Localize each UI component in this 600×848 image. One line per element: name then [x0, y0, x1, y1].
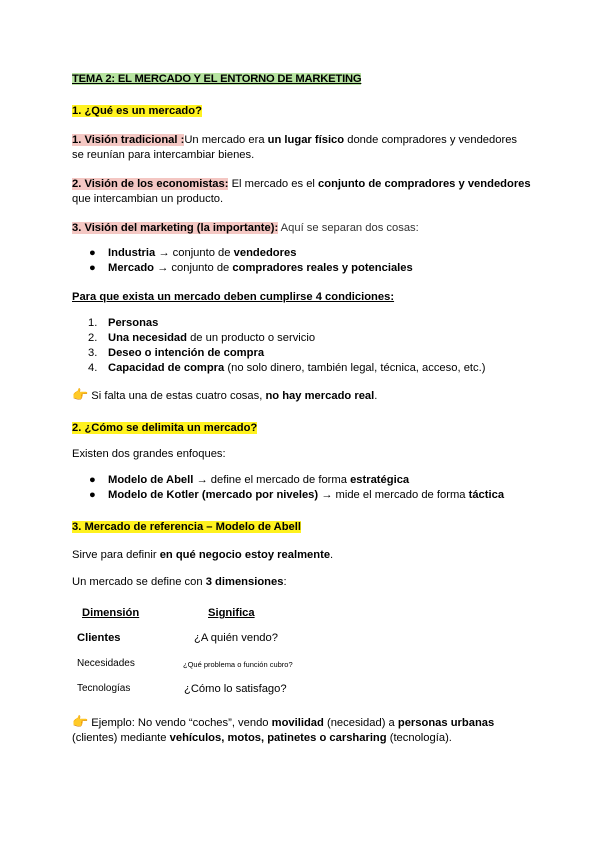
list-item: 1. Personas [88, 317, 159, 329]
pointing-hand-icon: 👉 [72, 714, 89, 729]
list-item: 2. Una necesidad de un producto o servicio [88, 332, 316, 344]
dimensions-paragraph: Un mercado se define con 3 dimensiones: [72, 576, 287, 588]
business-definition-paragraph: Sirve para definir en qué negocio estoy realmente. [72, 549, 334, 561]
pointing-hand-icon: 👉 [72, 387, 89, 402]
economists-vision-paragraph: 2. Visión de los economistas: El mercado es el conjunto de compradores y vendedores que intercambian un producto. [72, 178, 531, 205]
list-item: ● Modelo de Abell → define el mercado de forma estratégica [89, 474, 410, 486]
list-item: ● Industria → conjunto de vendedores [89, 247, 297, 259]
marketing-vision-paragraph: 3. Visión del marketing (la importante): Aquí se separan dos cosas: [72, 222, 419, 234]
approaches-intro: Existen dos grandes enfoques: [72, 448, 226, 460]
list-item: 3. Deseo o intención de compra [88, 347, 265, 359]
list-item: ● Mercado → conjunto de compradores reales y potenciales [89, 262, 413, 274]
example-paragraph: 👉 Ejemplo: No vendo “coches”, vendo movilidad (necesidad) a personas urbanas (clientes) mediante vehículos, motos, patinetes o carsharing (tecnología). [72, 714, 495, 744]
table-cell: ¿Qué problema o función cubro? [183, 660, 293, 669]
table-cell: ¿A quién vendo? [194, 632, 278, 644]
table-header: Dimensión [82, 607, 140, 619]
no-market-note: 👉 Si falta una de estas cuatro cosas, no hay mercado real. [72, 387, 378, 402]
conditions-list [72, 316, 542, 376]
section-1-heading: 1. ¿Qué es un mercado? [72, 105, 202, 117]
table-cell: Necesidades [77, 658, 135, 669]
title-text: TEMA 2: EL MERCADO Y EL ENTORNO DE MARKETING [72, 73, 362, 85]
section-3-heading: 3. Mercado de referencia – Modelo de Abell [72, 521, 301, 533]
table-cell: ¿Cómo lo satisfago? [184, 683, 287, 695]
table-cell: Tecnologías [77, 683, 131, 694]
industry-market-list [72, 246, 542, 276]
traditional-vision-paragraph: 1. Visión tradicional :Un mercado era un lugar físico donde compradores y vendedores se reunían para intercambiar bienes. [72, 134, 518, 161]
list-item: ● Modelo de Kotler (mercado por niveles) → mide el mercado de forma táctica [89, 489, 505, 501]
section-2-heading: 2. ¿Cómo se delimita un mercado? [72, 422, 258, 434]
page-title [72, 72, 542, 87]
conditions-heading: Para que exista un mercado deben cumplirse 4 condiciones: [72, 291, 395, 303]
table-cell: Clientes [77, 632, 121, 644]
approaches-list [72, 473, 542, 503]
table-header: Significa [208, 607, 255, 619]
list-item: 4. Capacidad de compra (no solo dinero, también legal, técnica, acceso, etc.) [88, 362, 486, 374]
